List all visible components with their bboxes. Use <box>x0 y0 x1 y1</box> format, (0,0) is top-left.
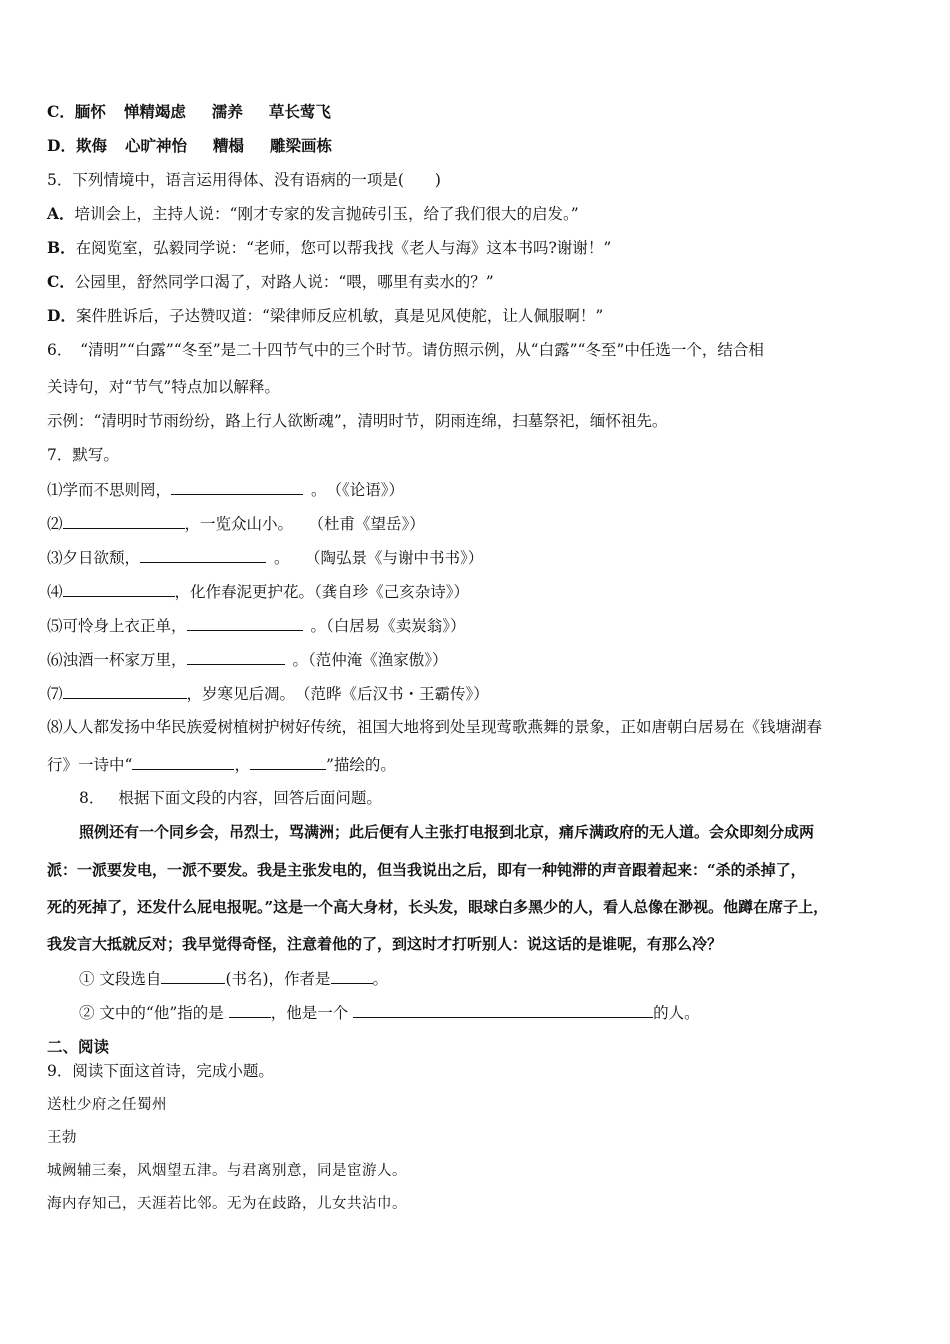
option-letter: D． <box>47 306 76 325</box>
item-text: ⑷ <box>47 583 63 601</box>
q7-item-1 <box>47 479 404 500</box>
sub-text: (书名)，作者是 <box>225 970 331 988</box>
item-text: 。（范仲淹《渔家傲》） <box>292 651 448 669</box>
question-number: 8． <box>79 789 105 807</box>
answer-blank[interactable] <box>187 649 285 665</box>
answer-blank[interactable] <box>63 683 187 699</box>
item-text: ， <box>234 756 250 774</box>
q8-subquestion-1 <box>79 968 388 989</box>
q8-stem <box>79 788 382 808</box>
option-text: 公园里，舒然同学口渴了，对路人说：“喂，哪里有卖水的？” <box>74 273 494 291</box>
q5-option-a <box>47 204 579 224</box>
q4-option-c <box>47 102 331 122</box>
item-text: ⑺ <box>47 685 63 703</box>
sub-text: ② 文中的“他”指的是 <box>79 1004 229 1022</box>
answer-blank[interactable] <box>140 547 266 563</box>
answer-blank[interactable] <box>161 968 225 984</box>
poem-author: 王勃 <box>47 1130 77 1146</box>
item-text: ⑶夕日欲颓， <box>47 549 141 567</box>
answer-blank[interactable] <box>229 1002 271 1018</box>
item-text: ⑹浊酒一杯家万里， <box>47 651 187 669</box>
q8-passage-line2: 派：一派要发电，一派不要发。我是主张发电的，但当我说出之后，即有一种钝滞的声音跟着起来：“杀的杀掉了， <box>47 861 806 879</box>
option-text: 培训会上，主持人说：“刚才专家的发言抛砖引玉，给了我们很大的启发。” <box>74 205 579 223</box>
q8-passage-line3: 死的死掉了，还发什么屁电报呢。”这是一个高大身材，长头发，眼球白多黑少的人，看人总像在渺视。他蹲在席子上， <box>47 898 829 916</box>
answer-blank[interactable] <box>331 968 373 984</box>
q7-item-3 <box>47 547 483 568</box>
item-text: 。（白居易《卖炭翁》） <box>310 617 466 635</box>
item-text: 。 （陶弘景《与谢中书书》） <box>274 549 484 567</box>
item-text: ”描绘的。 <box>325 756 396 774</box>
item-text: 行》一诗中“ <box>47 756 133 774</box>
option-letter: C． <box>47 272 75 291</box>
q6-stem-line2: 关诗句，对“节气”特点加以解释。 <box>47 378 280 396</box>
option-letter: A． <box>47 204 75 223</box>
q7-item-4 <box>47 581 469 602</box>
q6-stem-line1: 6． “清明”“白露”“冬至”是二十四节气中的三个时节。请仿照示例，从“白露”“冬至”中任选一个，结合相 <box>47 341 764 359</box>
q8-passage-line4: 我发言大抵就反对；我早觉得奇怪，注意着他的了，到这时才打听别人：说这话的是谁呢，有那么冷？ <box>47 935 723 953</box>
answer-blank[interactable] <box>171 479 303 495</box>
answer-blank[interactable] <box>63 581 175 597</box>
option-letter: C． <box>47 102 75 121</box>
option-word: 心旷神怡 <box>124 136 187 155</box>
sub-text: 的人。 <box>653 1004 700 1022</box>
answer-blank[interactable] <box>353 1002 653 1018</box>
answer-blank[interactable] <box>63 513 185 529</box>
item-text: ⑸可怜身上衣正单， <box>47 617 187 635</box>
item-text: ，化作春泥更护花。（龚自珍《己亥杂诗》） <box>174 583 470 601</box>
item-text: ，一览众山小。 （杜甫《望岳》） <box>184 515 425 533</box>
poem-title: 送杜少府之任蜀州 <box>47 1097 167 1113</box>
poem-line-1: 城阙辅三秦，风烟望五津。与君离别意，同是宦游人。 <box>47 1163 407 1179</box>
sub-text: ，他是一个 <box>270 1004 354 1022</box>
q7-stem: 7．默写。 <box>47 446 119 464</box>
question-text: 根据下面文段的内容，回答后面问题。 <box>118 789 382 807</box>
sub-text: ① 文段选自 <box>79 970 162 988</box>
answer-blank[interactable] <box>250 754 326 770</box>
answer-blank[interactable] <box>187 615 303 631</box>
option-word: 濡养 <box>211 102 243 121</box>
q8-subquestion-2 <box>79 1002 700 1023</box>
poem-line-2: 海内存知己，天涯若比邻。无为在歧路，儿女共沾巾。 <box>47 1196 407 1212</box>
q5-option-d <box>47 306 603 326</box>
option-word: 糟榻 <box>212 136 244 155</box>
q7-item-6 <box>47 649 448 670</box>
item-text: ⑴学而不思则罔， <box>47 481 172 499</box>
q5-stem: 5．下列情境中，语言运用得体、没有语病的一项是( ) <box>47 171 441 189</box>
q9-stem: 9．阅读下面这首诗，完成小题。 <box>47 1062 274 1080</box>
sub-text: 。 <box>372 970 389 988</box>
option-word: 草长莺飞 <box>268 102 331 121</box>
q5-option-c <box>47 272 494 292</box>
option-letter: D． <box>47 136 76 155</box>
section-heading: 二、阅读 <box>47 1037 110 1056</box>
item-text: ，岁寒见后凋。 （范晔《后汉书・王霸传》） <box>186 685 489 703</box>
q7-item-2 <box>47 513 425 534</box>
option-text: 案件胜诉后，子达赞叹道：“梁律师反应机敏，真是见风使舵，让人佩服啊！” <box>75 307 604 325</box>
q7-item-8-line1: ⑻人人都发扬中华民族爱树植树护树好传统，祖国大地将到处呈现莺歌燕舞的景象，正如唐朝白居易在《钱塘湖春 <box>47 718 823 736</box>
q8-passage-line1: 照例还有一个同乡会，吊烈士，骂满洲；此后便有人主张打电报到北京，痛斥满政府的无人道。会众即刻分成两 <box>79 823 815 841</box>
option-text: 在阅览室，弘毅同学说：“老师，您可以帮我找《老人与海》这本书吗?谢谢！” <box>75 239 612 257</box>
q4-option-d <box>47 136 332 156</box>
answer-blank[interactable] <box>132 754 234 770</box>
q7-item-5 <box>47 615 466 636</box>
item-text: ⑵ <box>47 515 63 533</box>
item-text: 。 （《论语》） <box>311 481 405 499</box>
option-word: 惮精竭虑 <box>123 102 186 121</box>
option-word: 雕梁画栋 <box>270 136 333 155</box>
q6-example: 示例：“清明时节雨纷纷，路上行人欲断魂”，清明时节，阴雨连绵，扫墓祭祀，缅怀祖先。 <box>47 412 668 430</box>
option-letter: B． <box>47 238 76 257</box>
option-word: 腼怀 <box>74 102 106 121</box>
q7-item-8-line2 <box>47 754 396 775</box>
q7-item-7 <box>47 683 489 704</box>
option-word: 欺侮 <box>75 136 107 155</box>
q5-option-b <box>47 238 611 258</box>
